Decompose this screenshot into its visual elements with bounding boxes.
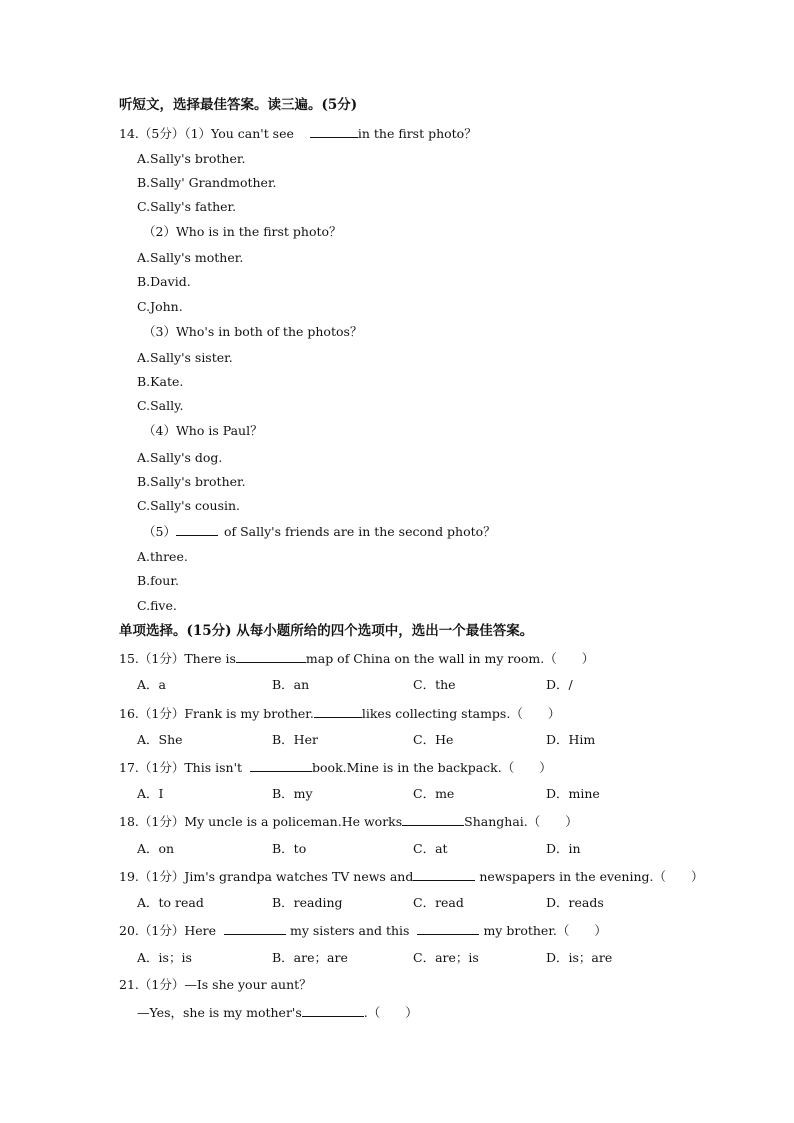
answer-blank bbox=[310, 125, 358, 138]
subquestion-2: （2）Who is in the first photo？ bbox=[143, 224, 342, 239]
question-text: .（ ） bbox=[363, 1005, 418, 1020]
option-b: B．reading bbox=[272, 895, 343, 910]
option-a: A.three. bbox=[137, 549, 188, 564]
option-d: D．reads bbox=[546, 895, 604, 910]
question-text: book.Mine is in the backpack.（ ） bbox=[312, 760, 552, 775]
question-text: （5） bbox=[143, 524, 176, 539]
option-d: D．is；are bbox=[546, 950, 613, 965]
question-text: 17.（1分）This isn't bbox=[119, 760, 243, 775]
option-b: B.four. bbox=[137, 573, 179, 588]
question-text: of Sally's friends are in the second photo？ bbox=[223, 524, 496, 539]
question-text: 14.（5分）（1）You can't see bbox=[119, 126, 294, 141]
option-b: B．are；are bbox=[272, 950, 348, 965]
option-d: D．mine bbox=[546, 786, 600, 801]
question-text: 15.（1分）There is bbox=[119, 651, 236, 666]
option-c: C.Sally's father. bbox=[137, 199, 237, 214]
option-c: C.Sally's cousin. bbox=[137, 498, 241, 513]
question-text: my brother.（ ） bbox=[483, 923, 607, 938]
option-c: C．at bbox=[413, 841, 448, 856]
option-c: C．read bbox=[413, 895, 464, 910]
option-c: C．me bbox=[413, 786, 455, 801]
answer-blank bbox=[176, 523, 218, 536]
option-a: A．I bbox=[137, 786, 164, 801]
question-text: likes collecting stamps.（ ） bbox=[361, 706, 561, 721]
section-heading-listening: 听短文，选择最佳答案。读三遍。(5分) bbox=[119, 97, 358, 113]
option-a: A.Sally's dog. bbox=[137, 450, 223, 465]
option-a: A．She bbox=[137, 732, 183, 747]
option-a: A.Sally's sister. bbox=[137, 350, 233, 365]
question-text: 20.（1分）Here bbox=[119, 923, 217, 938]
question-21-reply bbox=[137, 1004, 418, 1021]
option-b: B.Sally's brother. bbox=[137, 474, 246, 489]
answer-blank bbox=[314, 705, 362, 718]
question-18 bbox=[119, 813, 578, 830]
option-d: D．Him bbox=[546, 732, 596, 747]
question-text: my sisters and this bbox=[290, 923, 410, 938]
question-text: —Yes，she is my mother's bbox=[137, 1005, 302, 1020]
option-a: A．is；is bbox=[137, 950, 192, 965]
option-b: B．my bbox=[272, 786, 313, 801]
question-text: map of China on the wall in my room.（ ） bbox=[305, 651, 595, 666]
option-b: B．an bbox=[272, 677, 310, 692]
option-c: C．the bbox=[413, 677, 456, 692]
option-a: A．to read bbox=[137, 895, 204, 910]
option-c: C.five. bbox=[137, 598, 177, 613]
answer-blank bbox=[402, 813, 464, 826]
question-text: 18.（1分）My uncle is a policeman.He works bbox=[119, 814, 403, 829]
option-b: B.Kate. bbox=[137, 374, 184, 389]
subquestion-3: （3）Who's in both of the photos？ bbox=[143, 324, 363, 339]
question-16 bbox=[119, 705, 560, 722]
option-c: C.Sally. bbox=[137, 398, 184, 413]
question-21: 21.（1分）—Is she your aunt？ bbox=[119, 977, 312, 992]
option-d: D．in bbox=[546, 841, 581, 856]
option-a: A.Sally's brother. bbox=[137, 151, 246, 166]
question-text: Shanghai.（ ） bbox=[464, 814, 578, 829]
option-b: B．to bbox=[272, 841, 307, 856]
question-15 bbox=[119, 650, 594, 667]
answer-blank bbox=[302, 1004, 364, 1017]
option-a: A.Sally's mother. bbox=[137, 250, 244, 265]
question-14 bbox=[119, 125, 477, 142]
question-text: in the first photo？ bbox=[357, 126, 477, 141]
answer-blank bbox=[413, 868, 475, 881]
question-20 bbox=[119, 922, 607, 939]
option-b: B.Sally' Grandmother. bbox=[137, 175, 277, 190]
answer-blank bbox=[250, 759, 312, 772]
question-text: newspapers in the evening.（ ） bbox=[479, 869, 704, 884]
question-17 bbox=[119, 759, 552, 776]
answer-blank bbox=[224, 922, 286, 935]
option-b: B.David. bbox=[137, 274, 191, 289]
question-text: 19.（1分）Jim's grandpa watches TV news and bbox=[119, 869, 414, 884]
answer-blank bbox=[417, 922, 479, 935]
subquestion-5 bbox=[143, 523, 496, 540]
option-a: A．a bbox=[137, 677, 166, 692]
option-c: C．are；is bbox=[413, 950, 479, 965]
option-c: C．He bbox=[413, 732, 454, 747]
subquestion-4: （4）Who is Paul？ bbox=[143, 423, 263, 438]
option-b: B．Her bbox=[272, 732, 318, 747]
question-text: 16.（1分）Frank is my brother. bbox=[119, 706, 314, 721]
answer-blank bbox=[236, 650, 306, 663]
section-heading-multiple-choice: 单项选择。(15分) 从每小题所给的四个选项中，选出一个最佳答案。 bbox=[119, 623, 534, 639]
option-c: C.John. bbox=[137, 299, 183, 314]
option-d: D．/ bbox=[546, 677, 573, 692]
option-a: A．on bbox=[137, 841, 175, 856]
question-19 bbox=[119, 868, 704, 885]
